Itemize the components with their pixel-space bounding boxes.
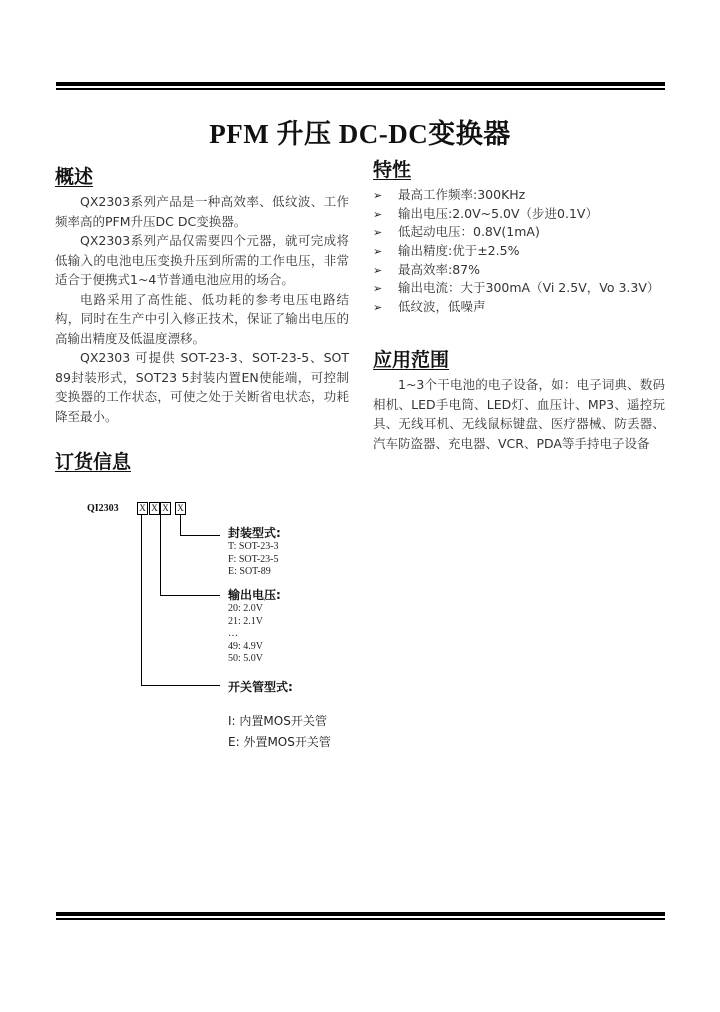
list-item: ➢ 最高效率:87% xyxy=(373,261,659,280)
applications-heading: 应用范围 xyxy=(373,349,450,371)
connector-line xyxy=(180,514,181,536)
arrow-bullet-icon: ➢ xyxy=(373,282,383,296)
overview-paragraph: QX2303系列产品仅需要四个元器，就可完成将低输入的电池电压变换升压到所需的工作电压，非常适合于便携式1~4节普通电池应用的场合。 xyxy=(55,233,349,287)
option-line: F: SOT-23-5 xyxy=(228,553,279,565)
connector-line xyxy=(160,514,161,596)
overview-paragraph: QX2303系列产品是一种高效率、低纹波、工作频率高的PFM升压DC DC变换器。 xyxy=(55,194,349,229)
option-line: 21: 2.1V xyxy=(228,615,263,627)
arrow-bullet-icon: ➢ xyxy=(373,189,383,202)
arrow-bullet-icon: ➢ xyxy=(373,301,383,315)
features-heading: 特性 xyxy=(373,159,412,181)
output-voltage-title: 输出电压: xyxy=(228,588,281,602)
connector-line xyxy=(141,685,220,686)
ordering-heading: 订货信息 xyxy=(55,451,132,473)
arrow-bullet-icon: ➢ xyxy=(373,263,383,277)
package-options xyxy=(228,541,279,579)
option-line: 20: 2.0V xyxy=(228,603,263,614)
voltage-options xyxy=(228,603,263,666)
list-item: ➢ 输出精度:优于±2.5% xyxy=(373,242,659,261)
part-number-prefix: QI2303 xyxy=(87,503,119,514)
option-line: T: SOT-23-3 xyxy=(228,541,279,552)
footer-rule-thin xyxy=(56,918,665,920)
option-line: E: SOT-89 xyxy=(228,566,271,577)
code-box: X xyxy=(149,502,160,515)
switch-type-title: 开关管型式: xyxy=(228,680,293,694)
code-box: X xyxy=(160,502,171,515)
code-box: X xyxy=(175,502,186,515)
footer-rule-thick xyxy=(56,912,665,916)
switch-option-external: E: 外置MOS开关管 xyxy=(228,735,331,749)
connector-line xyxy=(160,595,220,596)
overview-paragraph: 电路采用了高性能、低功耗的参考电压电路结构，同时在生产中引入修正技术，保证了输出电压的高输出精度及低温度漂移。 xyxy=(55,291,349,346)
header-rule-thin xyxy=(56,88,665,90)
option-line: … xyxy=(228,628,238,639)
option-line: 50: 5.0V xyxy=(228,653,263,664)
code-box: X xyxy=(137,502,148,515)
connector-line xyxy=(141,514,142,686)
switch-option-internal: I: 内置MOS开关管 xyxy=(228,714,327,728)
arrow-bullet-icon: ➢ xyxy=(373,245,383,259)
list-item: ➢ 低纹波，低噪声 xyxy=(373,298,659,317)
page-title: PFM 升压 DC-DC变换器 xyxy=(209,119,511,149)
package-type-title: 封装型式: xyxy=(228,526,281,540)
overview-text xyxy=(55,192,349,426)
header-rule-thick xyxy=(56,82,665,86)
connector-line xyxy=(180,535,220,536)
list-item: ➢ 输出电压:2.0V~5.0V（步进0.1V） xyxy=(373,205,659,224)
list-item: ➢ 低起动电压：0.8V(1mA) xyxy=(373,223,659,242)
overview-heading: 概述 xyxy=(55,166,94,188)
applications-text: 1~3个干电池的电子设备，如：电子词典、数码相机、LED手电筒、LED灯、血压计、MP3、遥控玩具、无线耳机、无线鼠标键盘、医疗器械、防丢器、汽车防盗器、充电器、VCR、PDA等手持电子设备 xyxy=(373,377,665,451)
list-item: ➢ 输出电流：大于300mA（Vi 2.5V，Vo 3.3V） xyxy=(373,279,659,298)
features-list xyxy=(373,186,659,317)
list-item: ➢ 最高工作频率:300KHz xyxy=(373,186,659,205)
overview-paragraph: QX2303 可提供 SOT-23-3、SOT-23-5、SOT 89封装形式，SOT23 5封装内置EN使能端，可控制变换器的工作状态，可使之处于关断省电状态，功耗降至最小。 xyxy=(55,350,349,424)
arrow-bullet-icon: ➢ xyxy=(373,226,383,240)
option-line: 49: 4.9V xyxy=(228,640,263,652)
arrow-bullet-icon: ➢ xyxy=(373,207,383,221)
